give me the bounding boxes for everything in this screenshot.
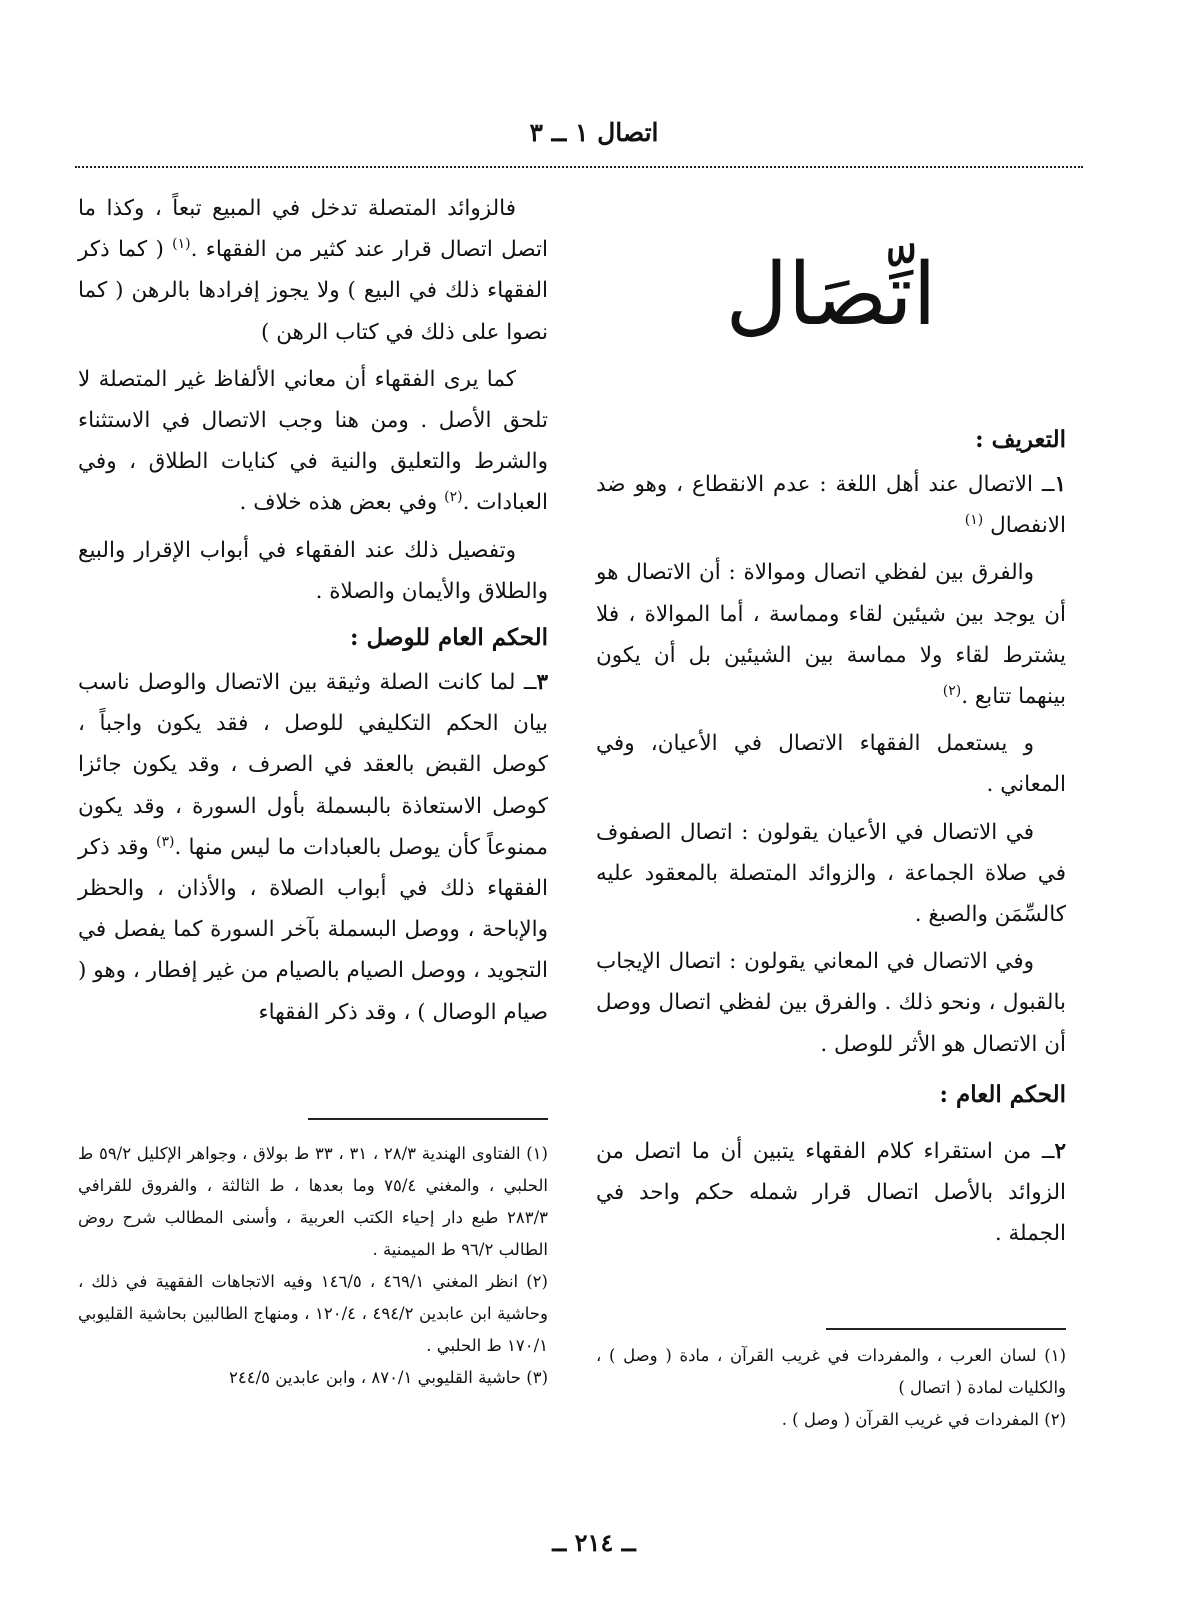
- footnote-divider: [308, 1118, 548, 1120]
- left-footnotes-block: [78, 1118, 548, 1394]
- paragraph-text: وفي بعض هذه خلاف .: [239, 490, 438, 516]
- footnote-marker: (٣): [156, 833, 175, 850]
- paragraph-6: [596, 1131, 1066, 1255]
- paragraph-2: [596, 552, 1066, 717]
- footnote-marker: (٢): [942, 682, 962, 699]
- left-column: [78, 188, 548, 1039]
- paragraph-5: وفي الاتصال في المعاني يقولون : اتصال الإيجاب بالقبول ، ونحو ذلك . والفرق بين لفظي اتصال ووصل أن الاتصال هو الأثر للوصل .: [596, 949, 1066, 1057]
- paragraph-text: ــ الاتصال عند أهل اللغة : عدم الانقطاع ، وهو ضد الانفصال: [596, 472, 1066, 539]
- footnote-marker: (٢): [444, 489, 463, 506]
- entry-title: اتِّصَال: [725, 245, 937, 345]
- right-footnotes: [596, 1340, 1066, 1436]
- footnote: (٣) حاشية القليوبي ٨٧٠/١ ، وابن عابدين ٢٤٤/٥: [229, 1368, 548, 1387]
- footnote: (٢) المفردات في غريب القرآن ( وصل ) .: [781, 1410, 1066, 1429]
- paragraph-2: [78, 359, 548, 524]
- footnote-marker: (١): [964, 512, 984, 529]
- footnote: (٢) انظر المغني ٤٦٩/١ ، ١٤٦/٥ وفيه الاتجاهات الفقهية في ذلك ، وحاشية ابن عابدين ٤٩٤/٢ ، ١٢٠/٤ ، ومنهاج الطالبين بحاشية القليوبي ١٧٠/١ ط الحلبي .: [78, 1272, 548, 1355]
- header-divider: [75, 166, 1083, 168]
- paragraph-text: وقد ذكر الفقهاء ذلك في أبواب الصلاة ، والأذان ، والحظر والإباحة ، ووصل البسملة بآخر السورة كما يفصل في التجويد ، ووصل الصيام بالصيام من غير إفطار ، وهو ( صيام الوصال ) ، وقد ذكر الفقهاء: [78, 834, 548, 1025]
- paragraph-1: [596, 464, 1066, 546]
- heading-definition: التعريف :: [975, 426, 1066, 453]
- paragraph-text: والفرق بين لفظي اتصال وموالاة : أن الاتصال هو أن يوجد بين شيئين لقاء ومماسة ، أما الموالاة ، فلا يشترط لقاء ولا مماسة بين الشيئين بل أن يكون بينهما تتابع .: [596, 560, 1066, 710]
- paragraph-text: ( كما ذكر الفقهاء ذلك في البيع ) ولا يجوز إفرادها بالرهن ( كما نصوا على ذلك في كتاب الرهن ): [78, 237, 548, 345]
- paragraph-text: ــ لما كانت الصلة وثيقة بين الاتصال والوصل ناسب بيان الحكم التكليفي للوصل ، فقد يكون واجباً ، كوصل القبض بالعقد في الصرف ، وقد يكون جائزا كوصل الاستعاذة بالبسملة بأول السورة ، وقد يكون ممنوعاً كأن يوصل بالعبادات ما ليس منها .: [78, 670, 548, 860]
- running-head: اتصال ١ ــ ٣: [529, 118, 659, 147]
- footnote-divider: [826, 1328, 1066, 1330]
- footnote: (١) الفتاوى الهندية ٢٨/٣ ، ٣١ ، ٣٣ ط بولاق ، وجواهر الإكليل ٥٩/٢ ط الحلبي ، والمغني ٧٥/٤ وما بعدها ، ط الثالثة ، والفروق للقرافي ٢٨٣/٣ طبع دار إحياء الكتب العربية ، وأسنى المطالب شرح روض الطالب ٩٦/٢ ط الميمنية .: [78, 1144, 548, 1259]
- paragraph-4: [78, 662, 548, 1033]
- paragraph-4: في الاتصال في الأعيان يقولون : اتصال الصفوف في صلاة الجماعة ، والزوائد المتصلة بالمعقود عليه كالسِّمَن والصبغ .: [596, 819, 1066, 928]
- left-footnotes: [78, 1138, 548, 1394]
- right-column: [596, 420, 1066, 1260]
- paragraph-number: ١: [1054, 472, 1066, 497]
- right-footnotes-block: [596, 1328, 1066, 1436]
- heading-ruling: الحكم العام :: [939, 1080, 1066, 1108]
- footnote-marker: (١): [172, 236, 191, 253]
- paragraph-number: ٢: [1054, 1138, 1066, 1164]
- footnote: (١) لسان العرب ، والمفردات في غريب القرآن ، مادة ( وصل ) ، والكليات لمادة ( اتصال ): [596, 1346, 1066, 1397]
- paragraph-text: كما يرى الفقهاء أن معاني الألفاظ غير المتصلة لا تلحق الأصل . ومن هنا وجب الاتصال في الاستثناء والشرط والتعليق والنية في كنايات الطلاق ، وفي العبادات .: [78, 366, 548, 516]
- heading-general-ruling-wasl: الحكم العام للوصل :: [350, 624, 548, 652]
- paragraph-number: ٣: [536, 670, 548, 696]
- paragraph-text: فالزوائد المتصلة تدخل في المبيع تبعاً ، وكذا ما اتصل اتصال قرار عند كثير من الفقهاء .: [78, 196, 549, 263]
- paragraph-1: [78, 188, 548, 353]
- paragraph-text: ــ من استقراء كلام الفقهاء يتبين أن ما اتصل من الزوائد بالأصل اتصال قرار شمله حكم واحد في الجملة .: [596, 1138, 1066, 1247]
- page-number: ــ ٢١٤ ــ: [552, 1528, 636, 1557]
- paragraph-3: وتفصيل ذلك عند الفقهاء في أبواب الإقرار والبيع والطلاق والأيمان والصلاة .: [78, 537, 548, 604]
- paragraph-3: و يستعمل الفقهاء الاتصال في الأعيان، وفي المعاني .: [596, 731, 1066, 798]
